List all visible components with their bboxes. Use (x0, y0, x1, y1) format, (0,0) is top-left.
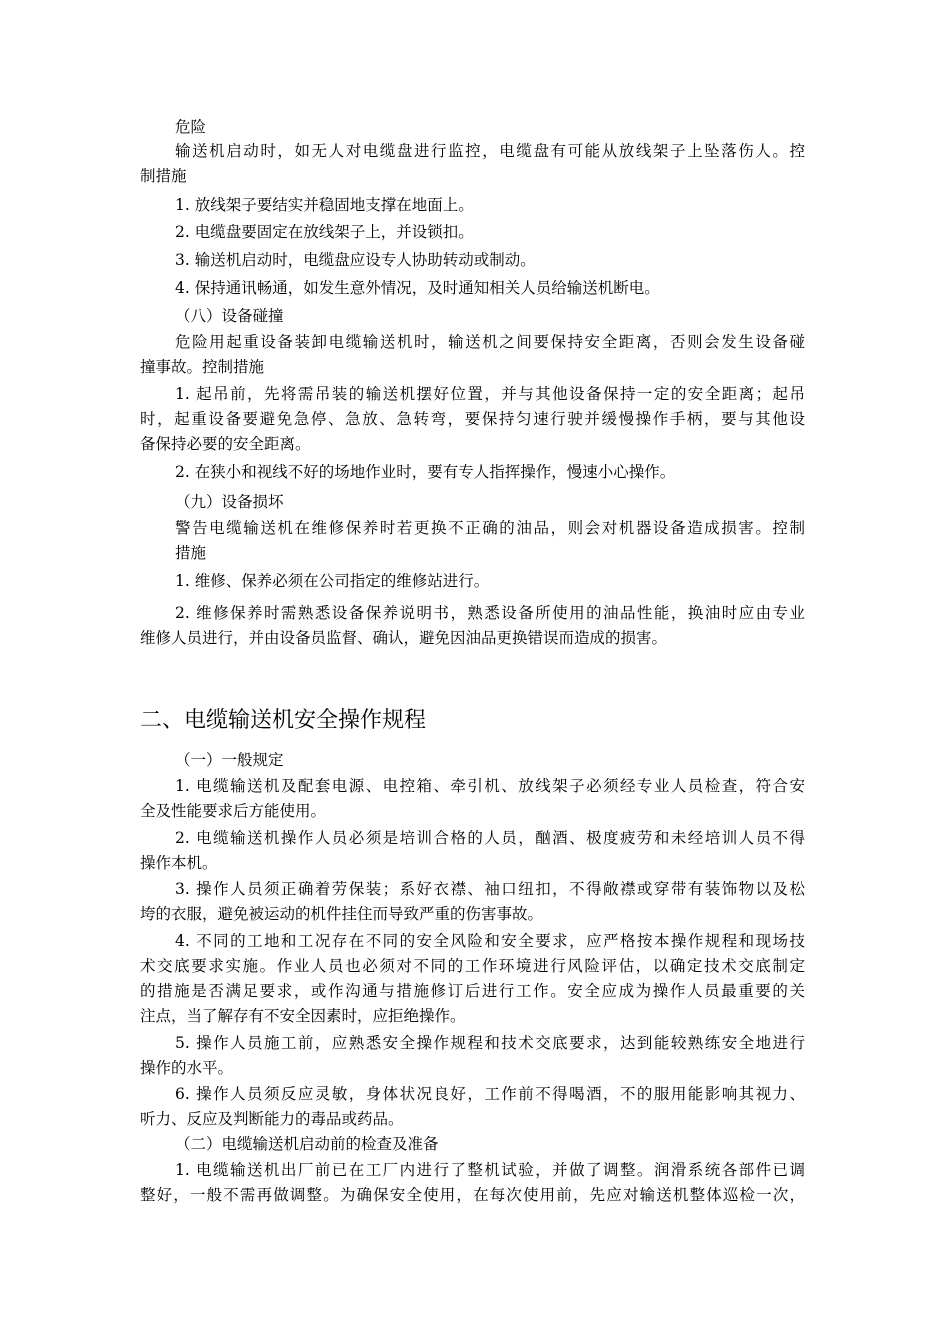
text-line: 制措施 (140, 167, 187, 185)
text-line: 的措施是否满足要求，或作沟通与措施修订后进行工作。安全应成为操作人员最重要的关 (140, 982, 805, 1000)
list-item: 1. 起吊前，先将需吊装的输送机摆好位置，并与其他设备保持一定的安全距离；起吊 (175, 385, 805, 403)
text-line: 听力、反应及判断能力的毒品或药品。 (140, 1110, 404, 1128)
list-item: 4. 保持通讯畅通，如发生意外情况，及时通知相关人员给输送机断电。 (175, 279, 660, 297)
text-line: 备保持必要的安全距离。 (140, 435, 311, 453)
text-line: 整好，一般不需再做调整。为确保安全使用，在每次使用前，先应对输送机整体巡检一次， (140, 1186, 805, 1204)
text-line: 全及性能要求后方能使用。 (140, 802, 327, 820)
list-item: 3. 操作人员须正确着劳保装；系好衣襟、袖口纽扣，不得敞襟或穿带有装饰物以及松 (175, 880, 805, 898)
text-line: 时，起重设备要避免急停、急放、急转弯，要保持匀速行驶并缓慢操作手柄，要与其他设 (140, 410, 805, 428)
subsection-title: （八）设备碰撞 (175, 307, 284, 325)
text-line: 术交底要求实施。作业人员也必须对不同的工作环境进行风险评估，以确定技术交底制定 (140, 957, 805, 975)
text-line: 操作本机。 (140, 854, 218, 872)
list-item: 2. 电缆盘要固定在放线架子上，并设锁扣。 (175, 223, 474, 241)
text-line: 垮的衣服，避免被运动的机件挂住而导致严重的伤害事故。 (140, 905, 544, 923)
list-item: 5. 操作人员施工前，应熟悉安全操作规程和技术交底要求，达到能较熟练安全地进行 (175, 1034, 805, 1052)
subsection-title: （二）电缆输送机启动前的检查及准备 (175, 1135, 439, 1153)
list-item: 1. 放线架子要结实并稳固地支撑在地面上。 (175, 196, 474, 214)
list-item: 6. 操作人员须反应灵敏，身体状况良好，工作前不得喝酒，不的服用能影响其视力、 (175, 1085, 805, 1103)
list-item: 2. 电缆输送机操作人员必须是培训合格的人员，酗酒、极度疲劳和未经培训人员不得 (175, 829, 805, 847)
text-line: 措施 (175, 544, 207, 562)
list-item: 1. 电缆输送机及配套电源、电控箱、牵引机、放线架子必须经专业人员检查，符合安 (175, 777, 805, 795)
list-item: 3. 输送机启动时，电缆盘应设专人协助转动或制动。 (175, 251, 536, 269)
text-line: 维修人员进行，并由设备员监督、确认，避免因油品更换错误而造成的损害。 (140, 629, 668, 647)
list-item: 2. 在狭小和视线不好的场地作业时，要有专人指挥操作，慢速小心操作。 (175, 463, 676, 481)
text-line: 操作的水平。 (140, 1059, 234, 1077)
text-line: 注点，当了解存有不安全因素时，应拒绝操作。 (140, 1007, 466, 1025)
text-line: 危险用起重设备装卸电缆输送机时，输送机之间要保持安全距离，否则会发生设备碰 (175, 333, 805, 351)
list-item: 4. 不同的工地和工况存在不同的安全风险和安全要求，应严格按本操作规程和现场技 (175, 932, 805, 950)
list-item: 1. 电缆输送机出厂前已在工厂内进行了整机试验，并做了调整。润滑系统各部件已调 (175, 1161, 805, 1179)
text-line: 警告电缆输送机在维修保养时若更换不正确的油品，则会对机器设备造成损害。控制 (175, 519, 805, 537)
text-line: 危险 (175, 118, 207, 136)
list-item: 1. 维修、保养必须在公司指定的维修站进行。 (175, 572, 490, 590)
text-line: 输送机启动时，如无人对电缆盘进行监控，电缆盘有可能从放线架子上坠落伤人。控 (175, 142, 805, 160)
subsection-title: （九）设备损坏 (175, 493, 284, 511)
section-heading: 二、电缆输送机安全操作规程 (140, 708, 427, 733)
subsection-title: （一）一般规定 (175, 751, 284, 769)
list-item: 2. 维修保养时需熟悉设备保养说明书，熟悉设备所使用的油品性能，换油时应由专业 (175, 604, 805, 622)
text-line: 撞事故。控制措施 (140, 358, 265, 376)
